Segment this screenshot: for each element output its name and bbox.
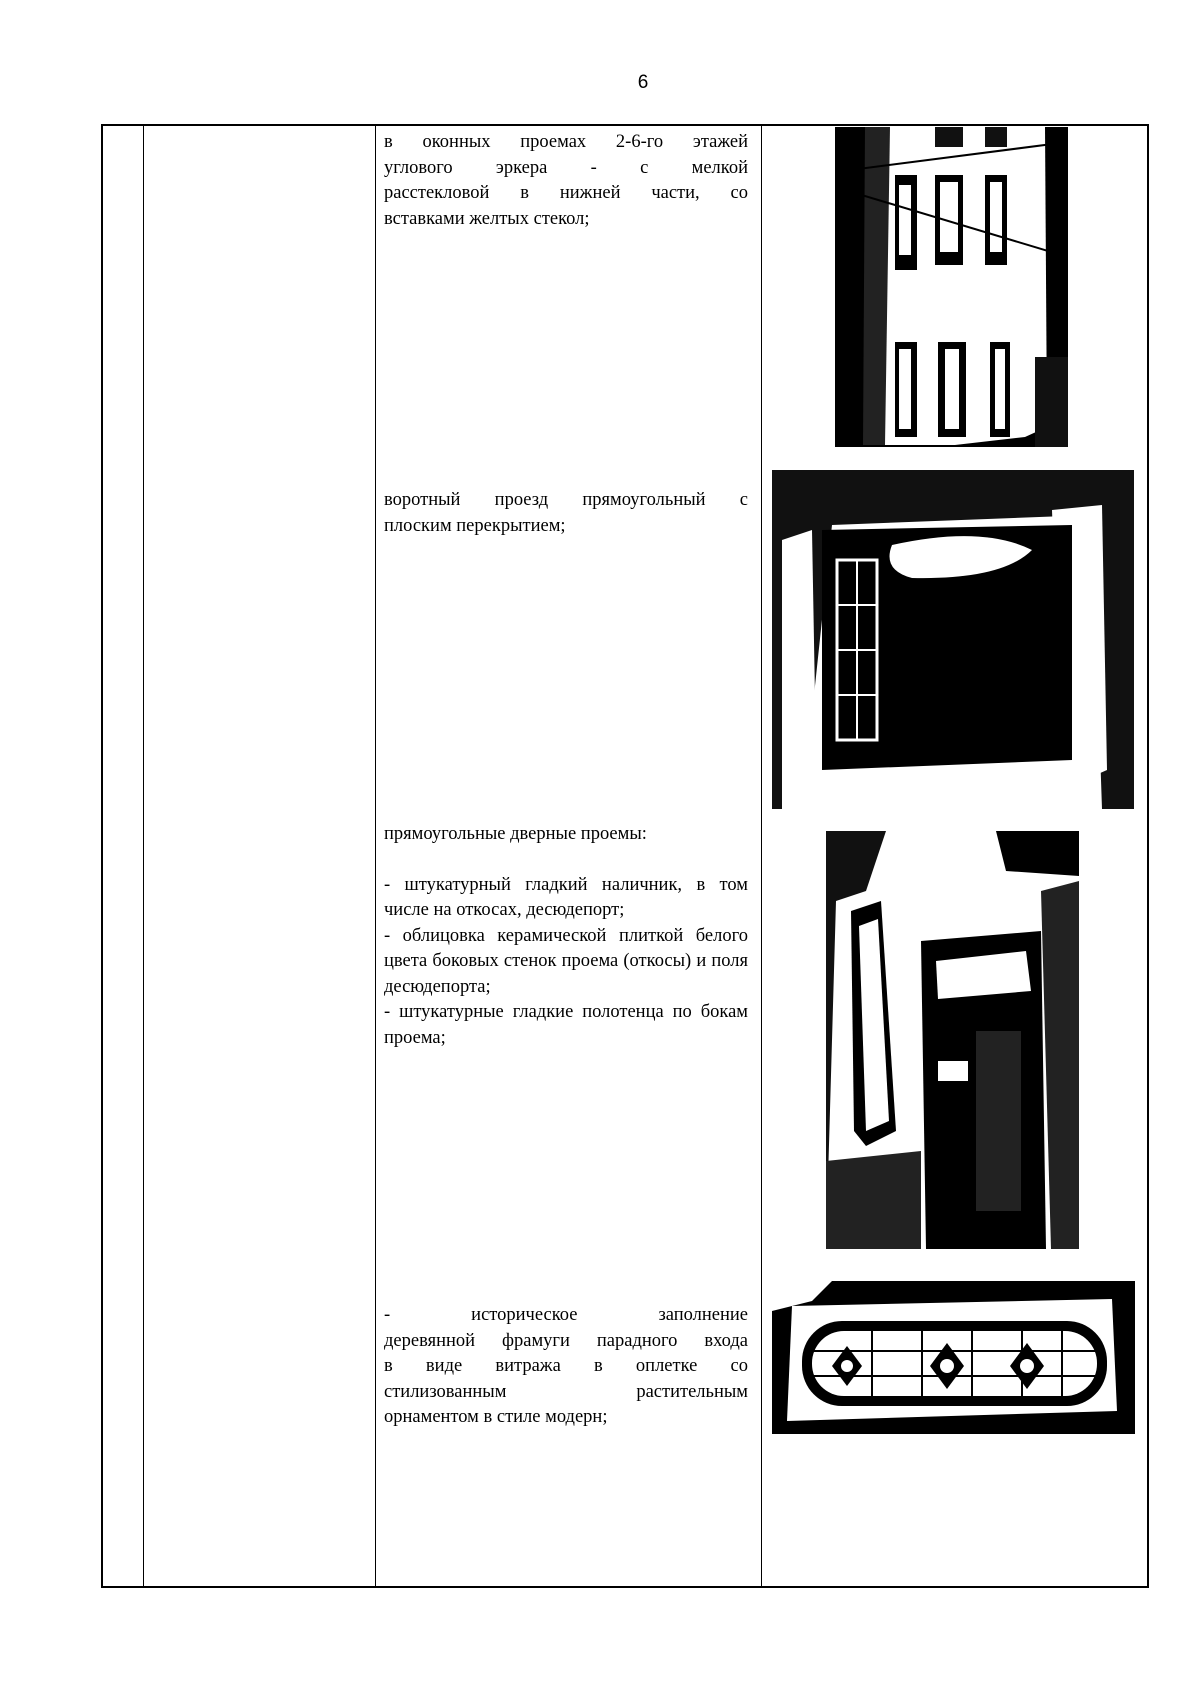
text-line: стилизованным растительным	[384, 1381, 748, 1402]
text-line: углового эркера - с мелкой	[384, 157, 748, 178]
text-line: - историческое заполнение	[384, 1305, 748, 1325]
text-line: деревянной фрамуги парадного входа	[384, 1330, 748, 1351]
description-corner-bay-windows	[384, 130, 748, 232]
text-line: орнаментом в стиле модерн;	[384, 1407, 608, 1427]
list-item: - штукатурный гладкий наличник, в том числе на откосах, десюдепорт;	[384, 874, 748, 920]
list-item: - облицовка керамической плиткой белого цвета боковых стенок проема (откосы) и поля десюдепорта;	[384, 925, 748, 997]
column-divider-photo	[761, 126, 762, 1586]
photo-gateway-passage	[772, 470, 1134, 809]
text-line: в виде витража в оплетке со	[384, 1356, 748, 1376]
text-line: вставками желтых стекол;	[384, 208, 590, 229]
text-line: плоским перекрытием;	[384, 515, 566, 536]
text-line: воротный проезд прямоугольный с	[384, 490, 748, 510]
list-item: - штукатурные гладкие полотенца по бокам проема;	[384, 1002, 748, 1048]
section-heading: прямоугольные дверные проемы:	[384, 824, 647, 844]
photo-rectangular-doorway	[826, 831, 1079, 1249]
page-number: 6	[637, 72, 649, 93]
text-line: в оконных проемах 2-6-го этажей	[384, 132, 748, 152]
column-divider-number	[143, 126, 144, 1586]
description-gateway-passage	[384, 488, 748, 539]
text-line: расстекловой в нижней части, со	[384, 183, 748, 203]
photo-corner-bay-windows	[835, 127, 1068, 447]
description-rectangular-doorways	[384, 822, 748, 1051]
photo-stained-glass-transom	[772, 1281, 1135, 1434]
column-divider-name	[375, 126, 376, 1586]
description-stained-glass-transom	[384, 1303, 748, 1431]
